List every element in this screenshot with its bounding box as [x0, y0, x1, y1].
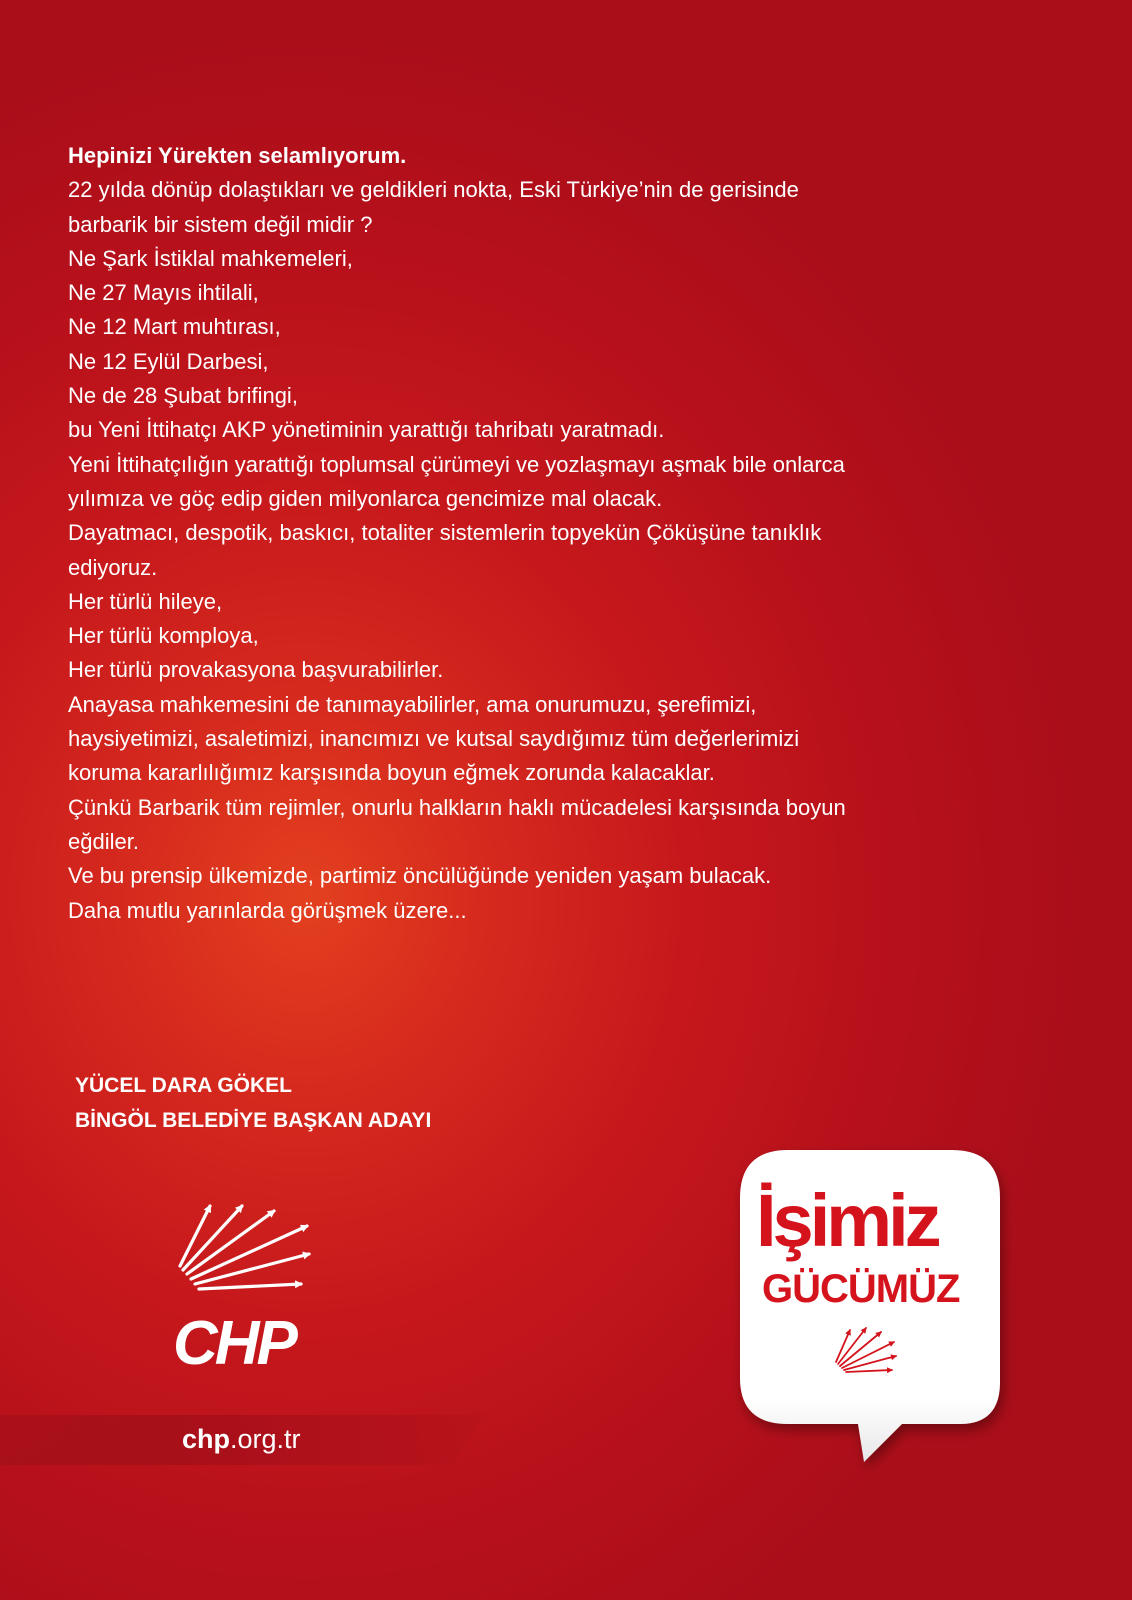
letter-line: Ve bu prensip ülkemizde, partimiz öncülüğünde yeniden yaşam bulacak.: [68, 863, 772, 889]
letter-line: Her türlü provakasyona başvurabilirler.: [68, 657, 444, 683]
greeting: Hepinizi Yürekten selamlıyorum.: [68, 143, 407, 168]
letter-line: bu Yeni İttihatçı AKP yönetiminin yarattığı tahribatı yaratmadı.: [68, 417, 665, 443]
paragraph-1: [68, 173, 1068, 516]
website-bold-part: chp: [182, 1424, 231, 1454]
chp-logo-text: CHP: [173, 1309, 295, 1378]
slogan-line-2: GÜCÜMÜZ: [762, 1267, 960, 1311]
letter-line: Her türlü hileye,: [68, 588, 223, 614]
signature-title: BİNGÖL BELEDİYE BAŞKAN ADAYI: [75, 1109, 432, 1132]
signature: [75, 1068, 431, 1138]
slogan-line-1: İşimiz: [756, 1179, 938, 1262]
letter-line: 22 yılda dönüp dolaştıkları ve geldikleri nokta, Eski Türkiye’nin de gerisinde: [68, 177, 799, 203]
letter-line: Çünkü Barbarik tüm rejimler, onurlu halkların haklı mücadelesi karşısında boyun: [68, 794, 846, 820]
letter-line: yılımıza ve göç edip giden milyonlarca gencimize mal olacak.: [68, 485, 663, 511]
letter-body: [68, 139, 1068, 928]
six-arrows-icon: [180, 1206, 309, 1289]
letter-line: Ne Şark İstiklal mahkemeleri,: [68, 245, 353, 271]
closing-line: Daha mutlu yarınlarda görüşmek üzere...: [68, 897, 467, 923]
letter-line: ediyoruz.: [68, 554, 158, 580]
letter-line: barbarik bir sistem değil midir ?: [68, 211, 373, 237]
letter-line: Ne 12 Mart muhtırası,: [68, 314, 281, 340]
letter-line: Her türlü komploya,: [68, 623, 259, 649]
letter-line: Ne de 28 Şubat brifingi,: [68, 383, 298, 409]
letter-line: Ne 12 Eylül Darbesi,: [68, 348, 269, 374]
letter-line: Ne 27 Mayıs ihtilali,: [68, 280, 259, 306]
letter-line: Yeni İttihatçılığın yarattığı toplumsal çürümeyi ve yozlaşmayı aşmak bile onlarca: [68, 451, 845, 477]
letter-line: eğdiler.: [68, 828, 139, 854]
letter-line: Dayatmacı, despotik, baskıcı, totaliter sistemlerin topyekün Çöküşüne tanıklık: [68, 520, 822, 546]
paragraph-2: [68, 516, 1068, 893]
signature-name: YÜCEL DARA GÖKEL: [75, 1074, 293, 1097]
letter-line: koruma kararlılığımız karşısında boyun eğmek zorunda kalacaklar.: [68, 760, 715, 786]
website-rest-part: .org.tr: [230, 1424, 301, 1454]
website-url: [182, 1422, 301, 1456]
letter-line: haysiyetimizi, asaletimizi, inancımızı ve kutsal saydığımız tüm değerlerimizi: [68, 726, 800, 752]
letter-line: Anayasa mahkemesini de tanımayabilirler, ama onurumuzu, şerefimizi,: [68, 691, 757, 717]
